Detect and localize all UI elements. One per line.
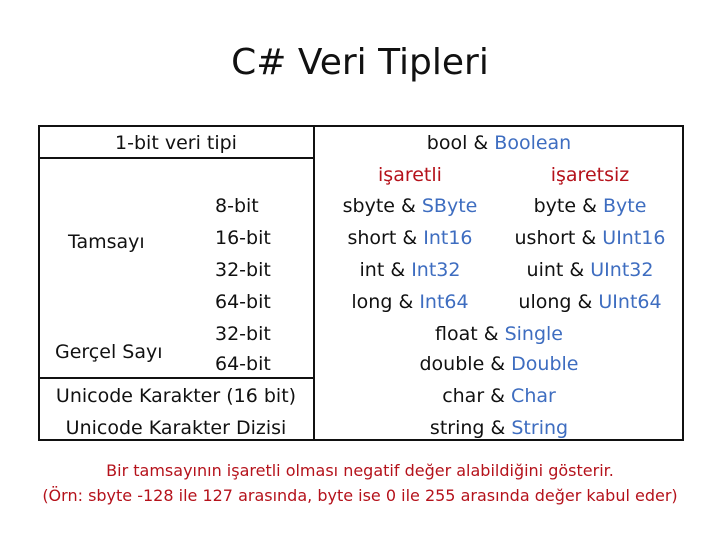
amp: &: [396, 227, 424, 249]
string-keyword: string: [429, 417, 485, 439]
real-label: Gerçel Sayı: [55, 341, 163, 363]
amp: &: [477, 323, 505, 345]
unsigned-row: [495, 226, 685, 250]
double-type: Double: [511, 353, 579, 375]
signed-keyword: sbyte: [342, 195, 395, 217]
char-row: [315, 384, 683, 408]
row-divider-1: [38, 157, 314, 159]
integer-label: Tamsayı: [68, 231, 145, 253]
signed-row: [315, 194, 505, 218]
signed-row: [315, 226, 505, 250]
string-row: [315, 416, 683, 440]
signed-row: [315, 290, 505, 314]
unsigned-type: Byte: [602, 195, 647, 217]
signed-type: Int64: [419, 291, 469, 313]
signed-keyword: short: [347, 227, 397, 249]
float-keyword: float: [434, 323, 478, 345]
unsigned-keyword: ulong: [518, 291, 572, 313]
signed-header: işaretli: [378, 164, 442, 186]
float-type: Single: [504, 323, 563, 345]
bit-size-64-real: 64-bit: [215, 353, 271, 375]
amp: &: [484, 353, 512, 375]
string-type: String: [511, 417, 569, 439]
amp: &: [392, 291, 420, 313]
unsigned-row: [495, 194, 685, 218]
bit-size-16: 16-bit: [215, 227, 271, 249]
unsigned-keyword: byte: [533, 195, 577, 217]
amp: &: [571, 291, 599, 313]
char-keyword: char: [442, 385, 485, 407]
unsigned-keyword: ushort: [514, 227, 576, 249]
unicode-char-label: Unicode Karakter (16 bit): [55, 385, 297, 407]
amp: &: [576, 195, 603, 217]
unsigned-type: UInt64: [598, 291, 662, 313]
unsigned-row: [495, 258, 685, 282]
bool-type: Boolean: [494, 132, 572, 154]
note-line-2: (Örn: sbyte -128 ile 127 arasında, byte ise 0 ile 255 arasında değer kabul eder): [42, 486, 678, 505]
signed-type: SByte: [421, 195, 478, 217]
float-row: [315, 322, 683, 346]
bit-size-64: 64-bit: [215, 291, 271, 313]
bit-size-32: 32-bit: [215, 259, 271, 281]
signed-keyword: int: [359, 259, 385, 281]
note-line-1: Bir tamsayının işaretli olması negatif değer alabildiğini gösterir.: [106, 461, 614, 480]
row-divider-2: [38, 377, 314, 379]
page-title: C# Veri Tipleri: [231, 42, 489, 83]
unsigned-keyword: uint: [526, 259, 564, 281]
signed-type: Int32: [411, 259, 461, 281]
bit-type-label: 1-bit veri tipi: [115, 132, 237, 154]
bool-keyword: bool: [426, 132, 468, 154]
unsigned-type: UInt32: [590, 259, 654, 281]
signed-type: Int16: [423, 227, 473, 249]
unsigned-header: işaretsiz: [550, 164, 630, 186]
amp: &: [484, 385, 512, 407]
unicode-string-label: Unicode Karakter Dizisi: [65, 417, 287, 439]
double-keyword: double: [419, 353, 485, 375]
bool-row: [315, 131, 683, 155]
char-type: Char: [511, 385, 556, 407]
amp: &: [467, 132, 495, 154]
signed-keyword: long: [351, 291, 393, 313]
double-row: [315, 352, 683, 376]
amp: &: [575, 227, 603, 249]
amp: &: [563, 259, 591, 281]
signed-row: [315, 258, 505, 282]
amp: &: [394, 195, 422, 217]
bit-size-32-real: 32-bit: [215, 323, 271, 345]
unsigned-type: UInt16: [602, 227, 666, 249]
amp: &: [484, 417, 512, 439]
unsigned-row: [495, 290, 685, 314]
bit-size-8: 8-bit: [215, 195, 259, 217]
amp: &: [384, 259, 412, 281]
